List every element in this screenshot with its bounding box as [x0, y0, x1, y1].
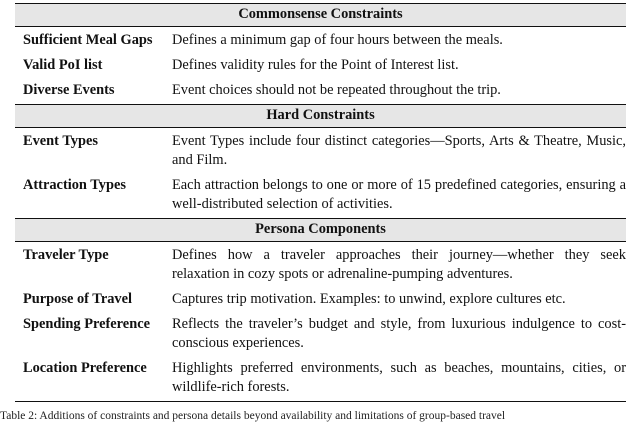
row-term: Traveler Type: [23, 247, 109, 263]
row-definition: Defines how a traveler approaches their journey—whether they seek relaxation in cozy spots or adrenaline-pumping adventures.: [172, 247, 626, 282]
row-term: Sufficient Meal Gaps: [23, 32, 153, 48]
table-row: [15, 310, 626, 354]
section-header-row: [15, 105, 626, 128]
row-definition: Event Types include four distinct categories—Sports, Arts & Theatre, Music, and Film.: [172, 133, 626, 168]
section-header-row: [15, 219, 626, 242]
section-header-row: [15, 4, 626, 27]
row-term: Purpose of Travel: [23, 291, 132, 307]
table-row: [15, 354, 626, 402]
row-term: Diverse Events: [23, 82, 115, 98]
row-definition: Highlights preferred environments, such as beaches, mountains, cities, or wildlife-rich forests.: [172, 354, 626, 402]
table-row: [15, 27, 626, 52]
section-title: Commonsense Constraints: [15, 4, 626, 27]
table-row: [15, 171, 626, 219]
row-term: Attraction Types: [23, 177, 126, 193]
row-definition: Event choices should not be repeated throughout the trip.: [172, 82, 501, 98]
table-caption: Table 2: Additions of constraints and persona details beyond availability and limitations of group-based travel: [0, 410, 506, 422]
row-term: Location Preference: [15, 354, 172, 402]
table-row: [15, 285, 626, 310]
row-definition: Defines a minimum gap of four hours between the meals.: [172, 32, 503, 48]
row-definition: Reflects the traveler’s budget and style, from luxurious indulgence to cost-conscious experiences.: [172, 316, 626, 351]
table-row: [15, 76, 626, 105]
section-title: Hard Constraints: [15, 105, 626, 128]
row-term: Valid PoI list: [23, 57, 103, 73]
row-term: Event Types: [23, 133, 99, 149]
row-term: Spending Preference: [23, 316, 150, 332]
table-row: [15, 242, 626, 286]
constraints-table: [15, 3, 626, 402]
table-row: [15, 51, 626, 76]
row-definition: Defines validity rules for the Point of Interest list.: [172, 57, 459, 73]
row-definition: Captures trip motivation. Examples: to unwind, explore cultures etc.: [172, 291, 566, 307]
section-title: Persona Components: [15, 219, 626, 242]
table-row: [15, 128, 626, 172]
row-definition: Each attraction belongs to one or more of 15 predefined categories, ensuring a well-distributed selection of activities.: [172, 177, 626, 212]
